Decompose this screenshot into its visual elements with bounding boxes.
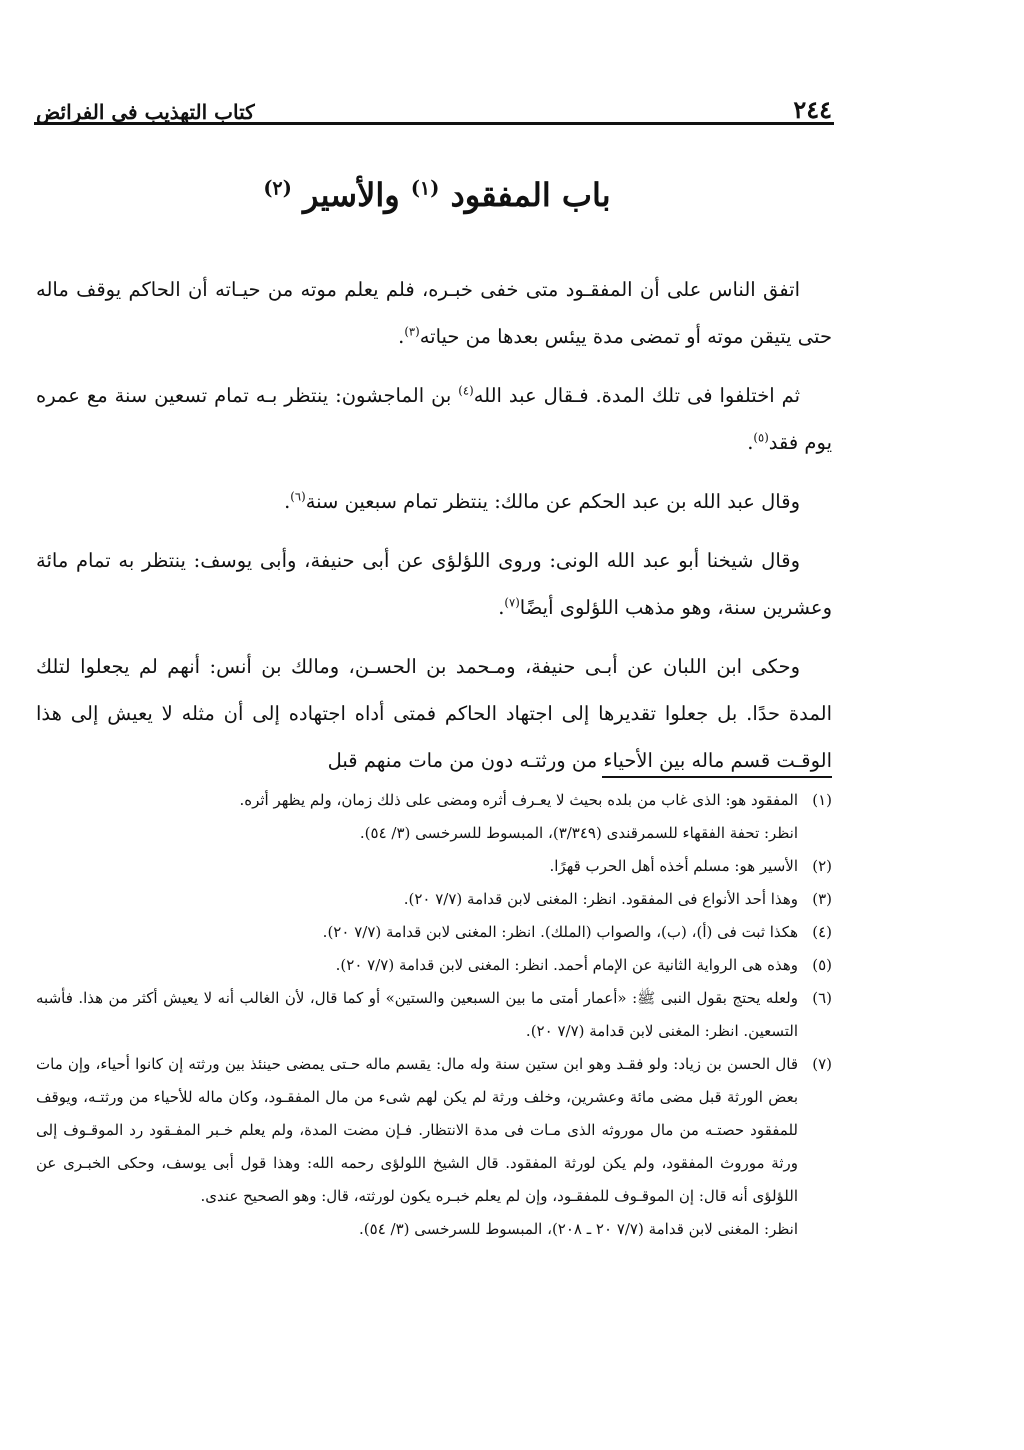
footnote-ref: (٦) [290,489,306,504]
footnote-marker: (٤) [812,923,832,941]
footnote-text: المفقود هو: الذى غاب من بلده بحيث لا يعـرف أثره ومضى على ذلك زمان، ولم يظهر أثره. [239,791,798,809]
footnote-continuation: انظر: تحفة الفقهاء للسمرقندى (٣/٣٤٩)، المبسوط للسرخسى (٣/ ٥٤). [359,824,798,842]
footnote-ref: (١) [410,176,440,200]
footnote-marker: (٦) [812,989,832,1007]
paragraph-end: . [498,596,505,619]
footnote-continuation: انظر: المغنى لابن قدامة (٧/٧ ٢٠ ـ ٢٠٨)، المبسوط للسرخسى (٣/ ٥٤). [359,1220,798,1238]
footnote-ref: (٥) [753,430,769,445]
paragraph-text: وقال شيخنا أبو عبد الله الونى: وروى اللؤلؤى عن أبى حنيفة، وأبى يوسف: ينتظر به تمام مائة وعشرين سنة، وهو مذهب اللؤلوى أيضًا [36,549,832,619]
footnote [36,883,832,916]
footnote [36,949,832,982]
footnote [36,916,832,949]
footnote-ref: (٤) [458,383,474,398]
footnote-text: هكذا ثبت فى (أ)، (ب)، والصواب (الملك). انظر: المغنى لابن قدامة (٧/٧ ٢٠). [322,923,798,941]
footnote-marker: (٧) [812,1055,832,1073]
paragraph [36,478,832,525]
chapter-title [40,176,834,214]
footnote-text: وهذه هى الرواية الثانية عن الإمام أحمد. انظر: المغنى لابن قدامة (٧/٧ ٢٠). [335,956,798,974]
footnote-marker: (٣) [812,890,832,908]
footnote-ref: (٧) [504,595,520,610]
paragraph [36,643,832,784]
body-text [36,266,832,796]
footnote [36,1048,832,1213]
footnote-text: ولعله يحتج بقول النبى ﷺ: «أعمار أمتى ما بين السبعين والستين» أو كما قال، لأن الغالب أنه لا يعيش أكثر من هذا. فأشبه التسعين. انظر: المغنى لابن قدامة (٧/٧ ٢٠). [36,989,798,1040]
paragraph [36,372,832,466]
footnotes [36,784,832,1246]
footnote-marker: (٢) [812,857,832,875]
running-title: كتاب التهذيب فى الفرائض [36,100,255,124]
footnote-text: الأسير هو: مسلم أخذه أهل الحرب قهرًا. [549,857,798,875]
paragraph-text: وحكى ابن اللبان عن أبـى حنيفة، ومـحمد بن الحسـن، ومالك بن أنس: أنهم لم يجعلوا لتلك المدة حدًا. بل جعلوا تقديرها إلى اجتهاد الحاكم فمتى أداه اجتهاده إلى أن مثله لا يعيش إلى هذا الوقـت قسم ماله بين الأحياء من ورثتـه دون من مات منهم قبل [36,655,832,772]
footnote-marker: (١) [812,791,832,809]
paragraph-text: ثم اختلفوا فى تلك المدة. فـقال عبد الله [473,384,801,407]
paragraph-text: بن الماجشون: ينتظر بـه تمام تسعين سنة مع عمره يوم فقد [36,384,832,454]
footnote [36,784,832,817]
footnote [36,850,832,883]
footnote-text: قال الحسن بن زياد: ولو فقـد وهو ابن ستين سنة وله مال: يقسم ماله حـتى يمضى حينئذ بين ورثته إن كانوا أحياء، وإن مات بعض الورثة قبل مضى مائة وعشرين، وخلف ورثة لم يكن لهم شىء من مال المفقـود، وكان ماله للأحياء من ورثتـه، ويوقف للمفقود حصتـه من مال موروثه الذى مـات فى مدة الانتظار. فـإن مضت المدة، ولم يعلم خـبر المفـقود رد الموقـوف إلى ورثة موروث المفقود، ولم يكن لورثة المفقود. قال الشيخ اللولؤى رحمه الله: وهذا قول أبى يوسف، وحكى الخبـرى عن اللؤلؤى أنه قال: إن الموقـوف للمفقـود، وإن لم يعلم خبـره يكون لورثته، قال: وهو الصحيح عندى. [36,1055,798,1205]
footnote [36,982,832,1048]
chapter-title-connector: والأسير [291,176,400,214]
paragraph-end: . [284,490,291,513]
header-rule [34,122,834,125]
page-number: ٢٤٤ [793,95,832,124]
chapter-title-text: باب المفقود [450,176,611,214]
page-header [36,84,832,124]
footnote-text: وهذا أحد الأنواع فى المفقود. انظر: المغنى لابن قدامة (٧/٧ ٢٠). [403,890,798,908]
paragraph-text: وقال عبد الله بن عبد الحكم عن مالك: ينتظر تمام سبعين سنة [305,490,800,513]
paragraph [36,537,832,631]
paragraph-text: اتفق الناس على أن المفقـود متى خفى خبـره، فلم يعلم موته من حيـاته أن الحاكم يوقف ماله حتى يتيقن موته أو تمضى مدة ييئس بعدها من حياته [36,278,832,348]
paragraph-end: . [398,325,405,348]
paragraph-end: . [747,431,754,454]
footnote-ref: (٢) [263,176,292,200]
footnote-ref: (٣) [404,324,420,339]
footnote-separator [602,776,832,778]
footnote-marker: (٥) [812,956,832,974]
paragraph [36,266,832,360]
